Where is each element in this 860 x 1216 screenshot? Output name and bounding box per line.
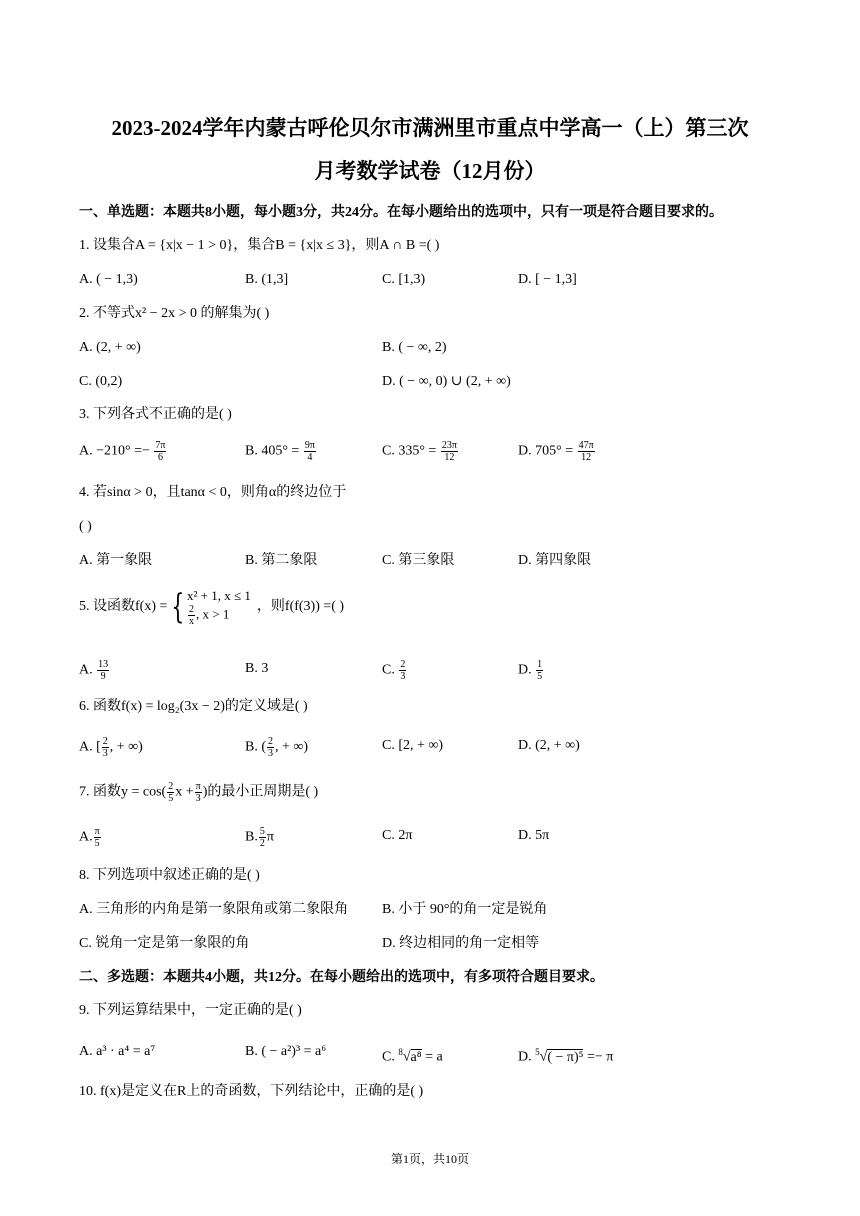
question-2-stem: 2. 不等式x² − 2x > 0 的解集为( ): [79, 306, 270, 321]
question-8-option-b: B. 小于 90°的角一定是锐角: [382, 902, 548, 917]
question-7-option-d: D. 5π: [518, 828, 550, 843]
option-text-tail: = a: [421, 1049, 443, 1065]
case-2-fraction: [188, 604, 195, 627]
option-text: A. [: [79, 739, 101, 755]
option-label: B.: [245, 829, 258, 845]
radicand: a⁸: [410, 1049, 422, 1065]
exam-title-line2: 月考数学试卷（12月份）: [314, 159, 546, 183]
option-text-tail: , + ∞): [275, 739, 309, 755]
question-7-fraction-1: [167, 781, 174, 804]
question-7-suffix: )的最小正周期是( ): [202, 784, 319, 800]
fraction-numerator: π: [195, 781, 201, 792]
question-6-stem: 6. 函数f(x) = log₂(3x − 2)的定义域是( ): [79, 699, 308, 714]
radical-index: 8: [398, 1047, 403, 1057]
fraction-numerator: π: [94, 826, 100, 837]
fraction-denominator: 12: [581, 452, 592, 463]
question-5-option-c-fraction: [399, 659, 406, 682]
question-6-option-b: [245, 736, 308, 759]
fraction-numerator: 2: [189, 604, 195, 615]
question-8-option-a: A. 三角形的内角是第一象限角或第二象限角: [79, 902, 349, 917]
fraction-numerator: 47π: [578, 440, 594, 451]
exam-title-line1: 2023-2024学年内蒙古呼伦贝尔市满洲里市重点中学高一（上）第三次: [111, 116, 749, 140]
question-2-option-c: C. (0,2): [79, 374, 123, 389]
option-label: D.: [518, 1049, 532, 1065]
question-4-option-b: B. 第二象限: [245, 553, 318, 568]
question-1-stem: 1. 设集合A = {x|x − 1 > 0}，集合B = {x|x ≤ 3}，则A ∩ B =( ): [79, 238, 440, 253]
section-multiple-choice: 二、多选题：本题共4小题，共12分。在每小题给出的选项中，有多项符合题目要求。: [79, 970, 604, 985]
fraction-denominator: 9: [100, 671, 106, 682]
question-3-option-b-fraction: [304, 440, 316, 463]
question-3-option-b-text: B. 405° =: [245, 443, 300, 459]
fraction-numerator: 23π: [441, 440, 457, 451]
question-2-option-a: A. (2, + ∞): [79, 340, 141, 355]
fraction-denominator: 5: [537, 671, 543, 682]
question-6-option-c: C. [2, + ∞): [382, 738, 444, 753]
question-9-stem: 9. 下列运算结果中，一定正确的是( ): [79, 1003, 302, 1018]
question-5-option-c: [382, 659, 407, 682]
fraction-numerator: 7π: [155, 440, 166, 451]
fraction-denominator: x: [189, 616, 195, 627]
question-3-option-c-fraction: [441, 440, 458, 463]
radicand: ( − π)⁵: [547, 1049, 584, 1065]
question-7-option-a-fraction: [94, 826, 101, 849]
case-1: x² + 1, x ≤ 1: [187, 588, 251, 603]
question-3-option-d-fraction: [578, 440, 595, 463]
question-5-stem: [79, 587, 344, 627]
question-3-option-c: [382, 440, 459, 463]
fraction-denominator: 3: [102, 748, 108, 759]
question-9-option-c: [382, 1042, 443, 1068]
fraction-numerator: 13: [98, 659, 109, 670]
question-8-stem: 8. 下列选项中叙述正确的是( ): [79, 868, 260, 883]
section-single-choice: 一、单选题：本题共8小题，每小题3分，共24分。在每小题给出的选项中，只有一项是符合题目要求的。: [79, 205, 723, 220]
question-4-option-a: A. 第一象限: [79, 553, 153, 568]
radical-expression: $^8$√a⁸: [398, 1047, 422, 1065]
case-2-condition: , x > 1: [196, 606, 230, 622]
question-1-option-d: D. [ − 1,3]: [518, 272, 577, 287]
fraction-numerator: 2: [168, 781, 174, 792]
question-1-option-b: B. (1,3]: [245, 272, 289, 287]
question-5-prefix: 5. 设函数f(x) =: [79, 599, 168, 614]
piecewise-cases: [187, 587, 251, 627]
question-5-option-b: B. 3: [245, 661, 269, 676]
radical-expression: $^5$√( − π)⁵: [535, 1047, 584, 1065]
question-7-option-a: [79, 826, 102, 849]
fraction-denominator: 3: [195, 793, 201, 804]
fraction-numerator: 9π: [304, 440, 315, 451]
question-4-option-c: C. 第三象限: [382, 553, 455, 568]
question-8-option-c: C. 锐角一定是第一象限的角: [79, 936, 250, 951]
question-3-option-a-fraction: [154, 440, 166, 463]
question-9-option-d: [518, 1042, 613, 1068]
fraction-denominator: 6: [157, 452, 163, 463]
question-7-fraction-2: [195, 781, 202, 804]
question-9-option-a: A. a³ · a⁴ = a⁷: [79, 1044, 156, 1059]
question-3-stem: 3. 下列各式不正确的是( ): [79, 407, 232, 422]
question-5-option-a-fraction: [97, 659, 109, 682]
question-3-option-d-text: D. 705° =: [518, 443, 574, 459]
question-9-option-b: B. ( − a²)³ = a⁶: [245, 1044, 327, 1059]
question-1-option-a: A. ( − 1,3): [79, 272, 138, 287]
fraction-denominator: 2: [259, 838, 265, 849]
option-label: A.: [79, 662, 93, 678]
fraction-denominator: 4: [307, 452, 313, 463]
fraction-numerator: 5: [259, 826, 265, 837]
question-6-option-d: D. (2, + ∞): [518, 738, 580, 753]
question-6-option-b-fraction: [267, 736, 274, 759]
option-text: B. (: [245, 739, 266, 755]
question-5-suffix: ，则f(f(3)) =( ): [256, 599, 345, 614]
case-2: [187, 604, 251, 627]
question-5-option-d-fraction: [536, 659, 543, 682]
fraction-numerator: 1: [537, 659, 543, 670]
option-text-tail: , + ∞): [109, 739, 143, 755]
fraction-denominator: 5: [94, 838, 100, 849]
question-5-option-d: [518, 659, 544, 682]
fraction-denominator: 3: [400, 671, 406, 682]
question-2-option-d: D. ( − ∞, 0) ∪ (2, + ∞): [382, 374, 511, 389]
question-5-option-a: [79, 659, 110, 682]
question-4-answer-paren: ( ): [79, 519, 92, 534]
fraction-numerator: 2: [400, 659, 406, 670]
left-brace: {: [171, 587, 185, 627]
question-3-option-a: [79, 440, 167, 463]
question-6-option-a: [79, 736, 143, 759]
question-10-stem: 10. f(x)是定义在R上的奇函数，下列结论中，正确的是( ): [79, 1084, 424, 1099]
option-label: C.: [382, 1049, 395, 1065]
question-3-option-a-text: A. −210° =−: [79, 443, 150, 459]
option-label: A.: [79, 829, 93, 845]
question-1-option-c: C. [1,3): [382, 272, 426, 287]
radical-index: 5: [535, 1047, 540, 1057]
question-2-option-b: B. ( − ∞, 2): [382, 340, 447, 355]
fraction-denominator: 12: [444, 452, 455, 463]
question-3-option-c-text: C. 335° =: [382, 443, 437, 459]
question-7-option-c: C. 2π: [382, 828, 413, 843]
option-label: C.: [382, 662, 395, 678]
fraction-numerator: 2: [268, 736, 273, 747]
question-3-option-b: [245, 440, 317, 463]
question-7-prefix: 7. 函数y = cos(: [79, 784, 167, 800]
question-7-option-b-fraction: [259, 826, 266, 849]
question-4-option-d: D. 第四象限: [518, 553, 592, 568]
question-8-option-d: D. 终边相同的角一定相等: [382, 936, 540, 951]
question-3-option-d: [518, 440, 596, 463]
fraction-denominator: 5: [168, 793, 174, 804]
question-7-option-b: [245, 826, 274, 849]
question-6-option-a-fraction: [102, 736, 109, 759]
fraction-numerator: 2: [102, 736, 108, 747]
option-text-tail: π: [266, 829, 274, 845]
option-label: D.: [518, 662, 532, 678]
option-text-tail: =− π: [583, 1049, 614, 1065]
question-7-middle: x +: [175, 784, 194, 800]
page-footer: 第1页，共10页: [390, 1152, 469, 1166]
question-4-stem: 4. 若sinα > 0，且tanα < 0，则角α的终边位于: [79, 485, 347, 500]
question-7-stem: [79, 781, 318, 804]
fraction-denominator: 3: [268, 748, 273, 759]
